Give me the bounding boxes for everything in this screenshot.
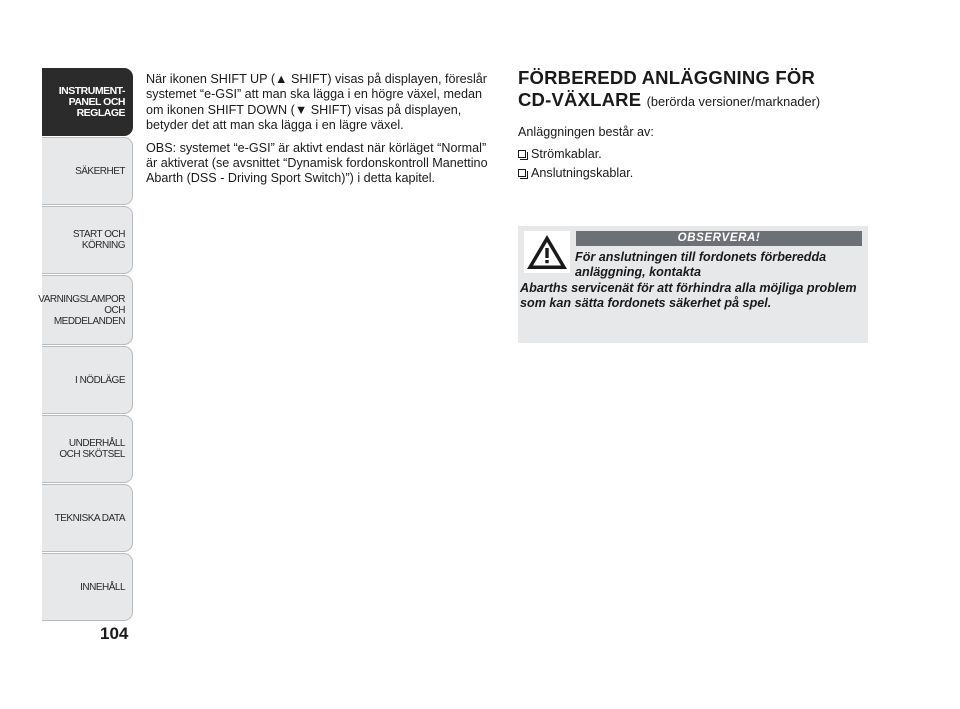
tab-i-nodlage[interactable] (42, 346, 133, 414)
tab-underhall-och-skotsel[interactable] (42, 415, 133, 483)
warning-text-rest: Abarths servicenät för att förhindra alla möjliga problem som kan sätta fordonets säkerhet på spel. (520, 280, 857, 311)
tab-label: START OCH KÖRNING (72, 229, 125, 251)
right-column (518, 67, 868, 183)
tab-label: I NÖDLÄGE (75, 374, 125, 386)
chapter-sidebar (38, 68, 133, 622)
paragraph-egsi-note: OBS: systemet “e-GSI” är aktivt endast när körläget “Normal” är aktiverat (se avsnittet “Dynamisk fordonskontroll Manettino Abarth (DSS - Driving Sport Switch)”) i detta kapitel. (146, 140, 488, 186)
page-number: 104 (100, 624, 129, 643)
left-column (146, 72, 496, 194)
tab-start-och-korning[interactable] (42, 206, 133, 274)
paragraph-shift-indicator: När ikonen SHIFT UP (▲ SHIFT) visas på displayen, föreslår systemet “e-GSI” att man ska lägga i en högre växel, medan om ikonen SHIFT DOWN (▼ SHIFT) visas på displayen, betyder det att man ska lägga i en lägre växel. (146, 72, 487, 133)
checkbox-bullet-icon (518, 169, 526, 177)
tab-innehall[interactable] (42, 553, 133, 621)
checkbox-bullet-icon (518, 150, 526, 158)
tab-instrumentpanel-och-reglage[interactable] (42, 68, 133, 136)
heading-line-1: FÖRBEREDD ANLÄGGNING FÖR (518, 67, 816, 88)
intro-text: Anläggningen består av: (518, 125, 654, 139)
warning-label: OBSERVERA! (576, 231, 862, 246)
heading-line-2: CD-VÄXLARE (518, 89, 642, 110)
tab-tekniska-data[interactable] (42, 484, 133, 552)
warning-box (518, 226, 868, 343)
tab-varningslampor[interactable] (38, 275, 133, 345)
tab-label: TEKNISKA DATA (54, 512, 125, 524)
warning-text (520, 250, 864, 312)
component-list (518, 145, 868, 183)
tab-label: SÄKERHET (75, 165, 125, 177)
list-item: Anslutningskablar. (518, 164, 868, 183)
tab-sakerhet[interactable] (42, 137, 133, 205)
tab-label: INSTRUMENT- PANEL OCH REGLAGE (58, 84, 125, 119)
tab-label: UNDERHÅLL OCH SKÖTSEL (59, 438, 125, 460)
warning-text-indented: För anslutningen till fordonets förberedda anläggning, kontakta (575, 250, 827, 280)
section-heading (518, 67, 868, 113)
tab-label: INNEHÅLL (80, 581, 125, 593)
heading-subtitle: (berörda versioner/marknader) (646, 94, 821, 109)
tab-label: VARNINGSLAMPOR OCH MEDDELANDEN (38, 293, 125, 327)
list-item: Strömkablar. (518, 145, 868, 164)
